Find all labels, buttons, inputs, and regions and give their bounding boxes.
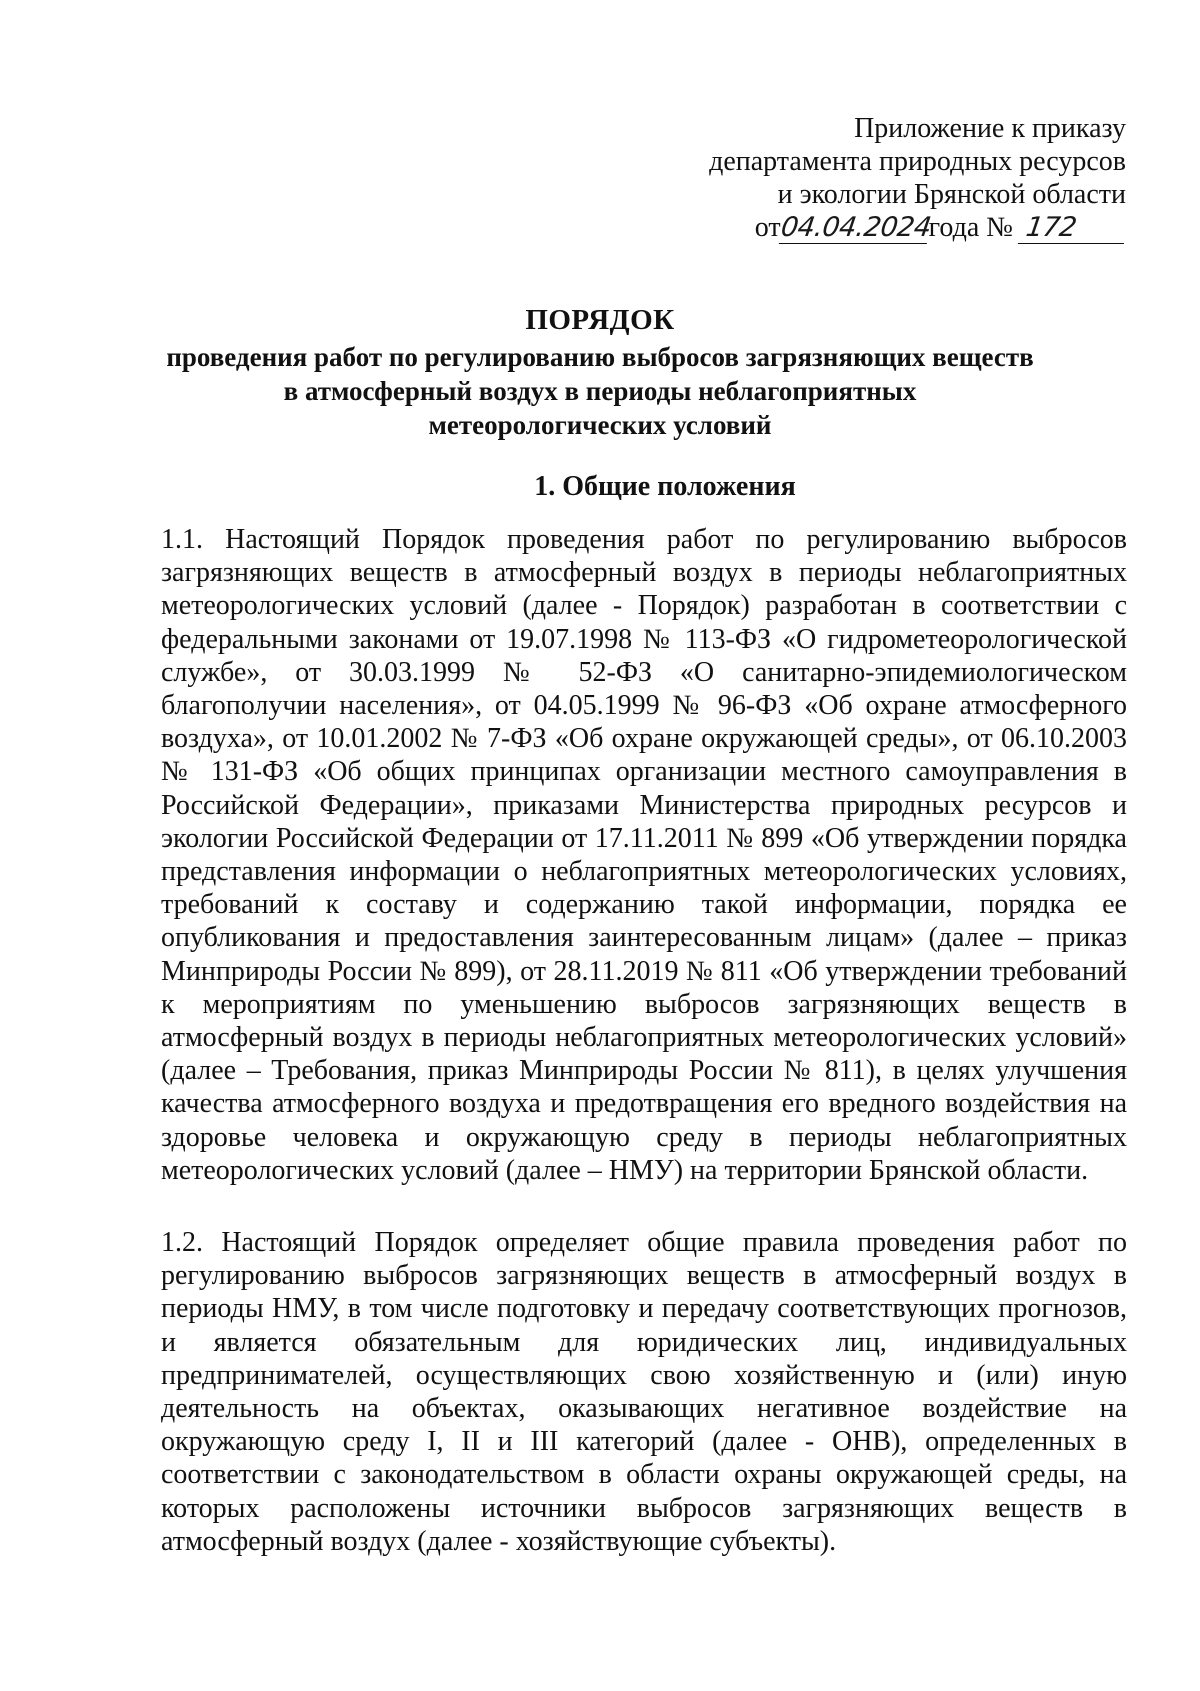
paragraph-1-2: 1.2. Настоящий Порядок определяет общие правила проведения работ по регулированию выбросов загрязняющих веществ в атмосферный воздух в периоды НМУ, в том числе подготовку и передачу соответствующих прогнозов, и является обязательным для юридических лиц, индивидуальных предпринимателей, осуществляющих свою хозяйственную и (или) иную деятельность на объектах, оказывающих негативное воздействие на окружающую среду I, II и III категорий (далее - ОНВ), определенных в соответствии с законодательством в области охраны окружающей среды, на которых расположены источники выбросов загрязняющих веществ в атмосферный воздух (далее - хозяйствующие субъекты). <box>161 1227 1127 1557</box>
order-date-number-line <box>709 211 1126 244</box>
from-label: от <box>754 212 781 243</box>
appendix-line-1: Приложение к приказу <box>854 113 1126 144</box>
appendix-line-3: и экологии Брянской области <box>777 179 1126 210</box>
document-subtitle <box>150 340 1050 442</box>
handwritten-date: 04.04.2024 <box>778 212 933 243</box>
subtitle-line-2: в атмосферный воздух в периоды неблагоприятных <box>283 376 917 406</box>
paragraph-1-1: 1.1. Настоящий Порядок проведения работ по регулированию выбросов загрязняющих веществ в атмосферный воздух в периоды неблагоприятных метеорологических условий (далее - Порядок) разработан в соответствии с федеральными законами от 19.07.1998 № 113-ФЗ «О гидрометеорологической службе», от 30.03.1999 № 52-ФЗ «О санитарно-эпидемиологическом благополучии населения», от 04.05.1999 № 96-ФЗ «Об охране атмосферного воздуха», от 10.01.2002 № 7-ФЗ «Об охране окружающей среды», от 06.10.2003 № 131-ФЗ «Об общих принципах организации местного самоуправления в Российской Федерации», приказами Министерства природных ресурсов и экологии Российской Федерации от 17.11.2011 № 899 «Об утверждении порядка представления информации о неблагоприятных метеорологических условиях, требований к составу и содержанию такой информации, порядка ее опубликования и предоставления заинтересованным лицам» (далее – приказ Минприроды России № 899), от 28.11.2019 № 811 «Об утверждении требований к мероприятиям по уменьшению выбросов загрязняющих веществ в атмосферный воздух в периоды неблагоприятных метеорологических условий» (далее – Требования, приказ Минприроды России № 811), в целях улучшения качества атмосферного воздуха и предотвращения его вредного воздействия на здоровье человека и окружающую среду в периоды неблагоприятных метеорологических условий (далее – НМУ) на территории Брянской области. <box>161 524 1127 1186</box>
subtitle-line-3: метеорологических условий <box>428 410 772 440</box>
appendix-line-2: департамента природных ресурсов <box>709 146 1126 177</box>
subtitle-line-1: проведения работ по регулированию выбросов загрязняющих веществ <box>166 342 1034 372</box>
year-number-label: года № <box>928 212 1013 243</box>
section-1-heading: 1. Общие положения <box>534 471 796 502</box>
handwritten-order-number: 172 <box>1018 213 1128 244</box>
appendix-header <box>709 112 1126 244</box>
document-title: ПОРЯДОК <box>525 304 675 336</box>
